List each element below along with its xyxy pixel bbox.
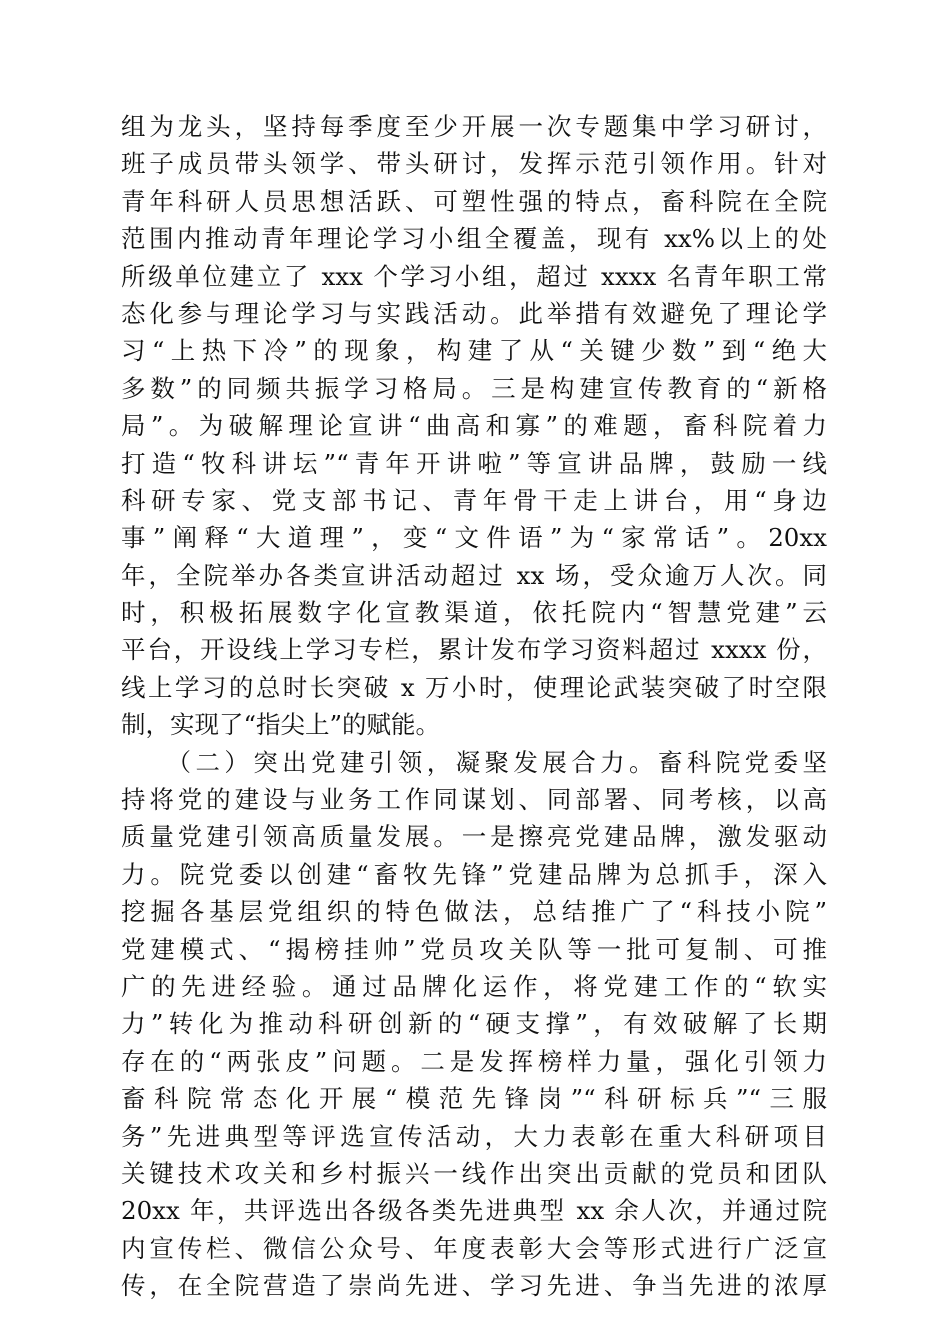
text-line: 习“上热下冷”的现象，构建了从“关键少数”到“绝大 (121, 336, 827, 366)
text-line: 力”转化为推动科研创新的“硬支撑”，有效破解了长期 (121, 1009, 827, 1039)
text-line: 广的先进经验。通过品牌化运作，将党建工作的“软实 (121, 971, 827, 1001)
text-line: 组为龙头，坚持每季度至少开展一次专题集中学习研讨， (121, 112, 827, 141)
document-page (121, 108, 827, 1305)
text-line: 持将党的建设与业务工作同谋划、同部署、同考核，以高 (121, 785, 827, 815)
text-line: 所级单位建立了 xxx 个学习小组，超过 xxxx 名青年职工常 (121, 261, 827, 291)
text-line: 20xx 年，共评选出各级各类先进典型 xx 余人次，并通过院 (121, 1196, 827, 1226)
paragraph (121, 108, 827, 744)
text-line: 范围内推动青年理论学习小组全覆盖，现有 xx%以上的处 (121, 224, 827, 254)
text-line: 科研专家、党支部书记、青年骨干走上讲台，用“身边 (121, 485, 827, 515)
text-line: 党建模式、“揭榜挂帅”党员攻关队等一批可复制、可推 (121, 934, 827, 964)
text-line: 局”。为破解理论宣讲“曲高和寡”的难题，畜科院着力 (121, 411, 827, 441)
text-line: 力。院党委以创建“畜牧先锋”党建品牌为总抓手，深入 (121, 859, 827, 889)
text-line: 态化参与理论学习与实践活动。此举措有效避免了理论学 (121, 298, 827, 328)
paragraph (121, 744, 827, 1305)
text-line: （二）突出党建引领，凝聚发展合力。畜科院党委坚 (121, 747, 827, 777)
text-line: 年，全院举办各类宣讲活动超过 xx 场，受众逾万人次。同 (121, 560, 827, 590)
text-line: 存在的“两张皮”问题。二是发挥榜样力量，强化引领力 (121, 1046, 827, 1076)
text-line: 打造“牧科讲坛”“青年开讲啦”等宣讲品牌，鼓励一线 (121, 448, 827, 478)
text-line: 平台，开设线上学习专栏，累计发布学习资料超过 xxxx 份， (121, 635, 827, 665)
text-line: 内宣传栏、微信公众号、年度表彰大会等形式进行广泛宣 (121, 1233, 827, 1263)
text-line: 畜科院常态化开展“模范先锋岗”“科研标兵”“三服 (121, 1084, 827, 1114)
text-line: 多数”的同频共振学习格局。三是构建宣传教育的“新格 (121, 373, 827, 403)
text-line: 关键技术攻关和乡村振兴一线作出突出贡献的党员和团队 (121, 1158, 827, 1188)
text-line: 传，在全院营造了崇尚先进、学习先进、争当先进的浓厚 (121, 1271, 827, 1301)
text-line: 青年科研人员思想活跃、可塑性强的特点，畜科院在全院 (121, 186, 827, 216)
text-line: 务”先进典型等评选宣传活动，大力表彰在重大科研项目 (121, 1121, 827, 1151)
text-line: 线上学习的总时长突破 x 万小时，使理论武装突破了时空限 (121, 672, 827, 702)
text-line: 质量党建引领高质量发展。一是擦亮党建品牌，激发驱动 (121, 822, 827, 852)
text-line: 挖掘各基层党组织的特色做法，总结推广了“科技小院” (121, 897, 827, 927)
text-line: 时，积极拓展数字化宣教渠道，依托院内“智慧党建”云 (121, 598, 827, 628)
text-line: 班子成员带头领学、带头研讨，发挥示范引领作用。针对 (121, 149, 827, 179)
text-line: 制，实现了“指尖上”的赋能。 (121, 710, 441, 740)
text-line: 事”阐释“大道理”，变“文件语”为“家常话”。20xx (121, 523, 827, 553)
